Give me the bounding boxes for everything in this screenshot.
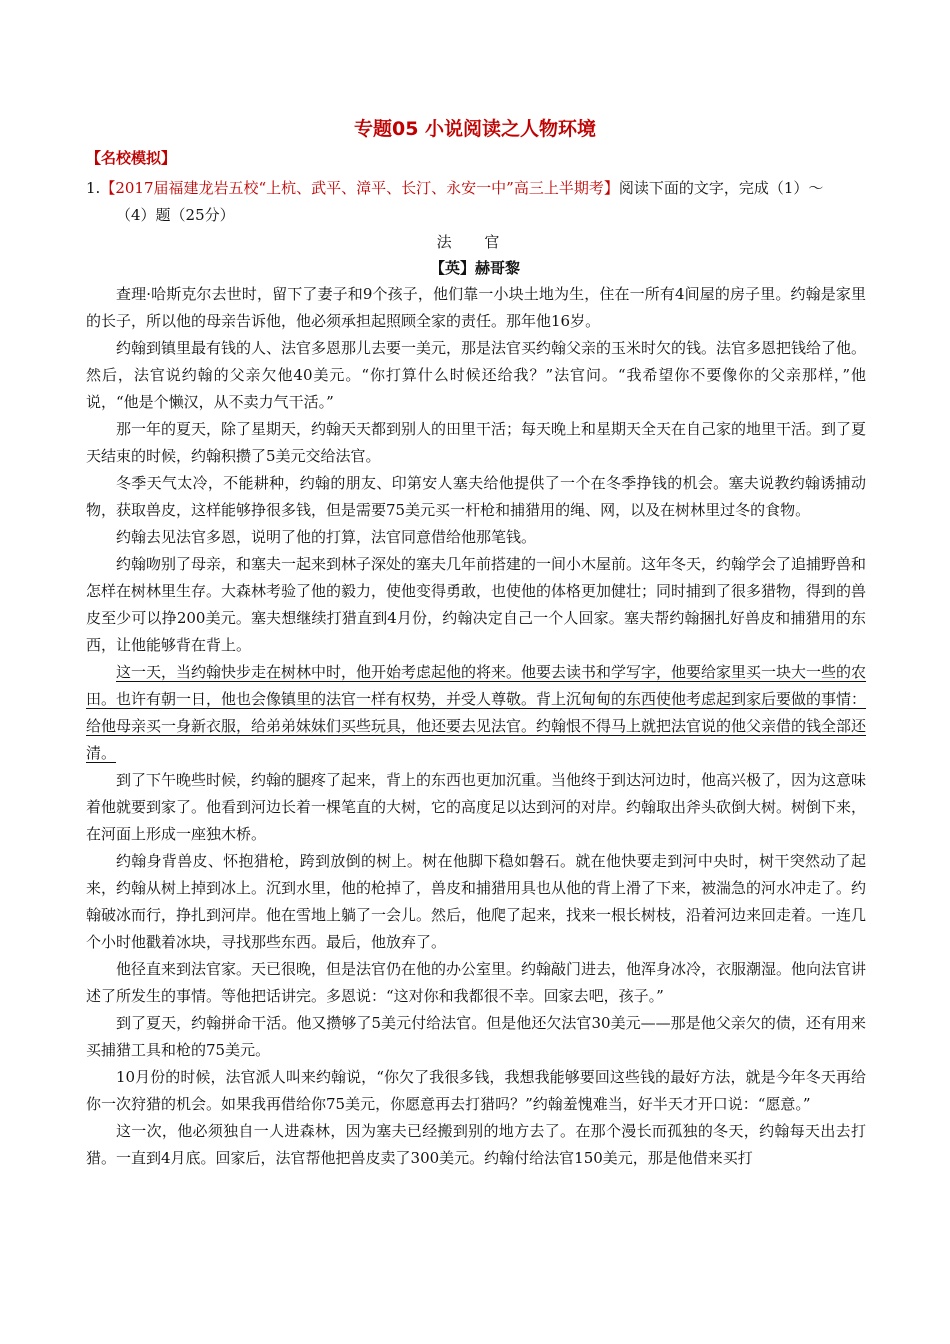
paragraph: 到了夏天，约翰拼命干活。他又攒够了5美元付给法官。但是他还欠法官30美元——那是他父亲欠的债，还有用来买捕猎工具和枪的75美元。 <box>86 1014 866 1059</box>
question-instruction-cont: （4）题（25分） <box>116 206 235 224</box>
question-instruction: 阅读下面的文字，完成（1）～ <box>618 179 824 197</box>
paragraph: 约翰吻别了母亲，和塞夫一起来到林子深处的塞夫几年前搭建的一间小木屋前。这年冬天，约翰学会了追捕野兽和怎样在树林里生存。大森林考验了他的毅力，使他变得勇敢，也使他的体格更加健壮；同时捕到了很多猎物，得到的兽皮至少可以挣200美元。塞夫想继续打猎直到4月份，约翰决定自己一个人回家。塞夫帮约翰捆扎好兽皮和捕猎用的东西，让他能够背在背上。 <box>86 555 867 654</box>
section-heading: 【名校模拟】 <box>86 149 177 167</box>
paragraph: 约翰到镇里最有钱的人、法官多恩那儿去要一美元，那是法官买约翰父亲的玉米时欠的钱。法官多恩把钱给了他。然后，法官说约翰的父亲欠他40美元。“你打算什么时候还给我？”法官问。“我希望你不要像你的父亲那样，”他说，“他是个懒汉，从不卖力气干活。” <box>86 339 867 411</box>
underlined-paragraph: 这一天，当约翰快步走在树林中时，他开始考虑起他的将来。他要去读书和学写字，他要给家里买一块大一些的农田。也许有朝一日，他也会像镇里的法官一样有权势，并受人尊敬。背上沉甸甸的东西使他考虑起到家后要做的事情：给他母亲买一身新衣服，给弟弟妹妹们买些玩具，他还要去见法官。约翰恨不得马上就把法官说的他父亲借的钱全部还清。 <box>86 663 867 762</box>
page-title: 专题05 小说阅读之人物环境 <box>353 118 597 140</box>
paragraph: 约翰身背兽皮、怀抱猎枪，跨到放倒的树上。树在他脚下稳如磐石。就在他快要走到河中央时，树干突然动了起来，约翰从树上掉到冰上。沉到水里，他的枪掉了，兽皮和捕猎用具也从他的背上滑了下来，被湍急的河水冲走了。约翰破冰而行，挣扎到河岸。他在雪地上躺了一会儿。然后，他爬了起来，找来一根长树枝，沿着河边来回走着。一连几个小时他戳着冰块，寻找那些东西。最后，他放弃了。 <box>86 852 867 951</box>
paragraph: 这一次，他必须独自一人进森林，因为塞夫已经搬到别的地方去了。在那个漫长而孤独的冬天，约翰每天出去打猎。一直到4月底。回家后，法官帮他把兽皮卖了300美元。约翰付给法官150美元，那是他借来买打 <box>86 1122 866 1167</box>
article-author: 【英】赫哥黎 <box>429 259 520 277</box>
paragraph: 那一年的夏天，除了星期天，约翰天天都到别人的田里干活；每天晚上和星期天全天在自己家的地里干活。到了夏天结束的时候，约翰积攒了5美元交给法官。 <box>86 420 867 465</box>
paragraph: 约翰去见法官多恩，说明了他的打算，法官同意借给他那笔钱。 <box>116 528 537 546</box>
paragraph: 冬季天气太冷，不能耕种，约翰的朋友、印第安人塞夫给他提供了一个在冬季挣钱的机会。塞夫说教约翰诱捕动物，获取兽皮，这样能够挣很多钱，但是需要75美元买一杆枪和捕猎用的绳、网，以及在树林里过冬的食物。 <box>86 474 866 519</box>
question-number: 1. <box>86 179 101 197</box>
paragraph: 查理·哈斯克尔去世时，留下了妻子和9个孩子，他们靠一小块土地为生，住在一所有4间屋的房子里。约翰是家里的长子，所以他的母亲告诉他，他必须承担起照顾全家的责任。那年他16岁。 <box>86 285 866 330</box>
question-prompt <box>86 175 866 229</box>
paragraph: 到了下午晚些时候，约翰的腿疼了起来，背上的东西也更加沉重。当他终于到达河边时，他高兴极了，因为这意味着他就要到家了。他看到河边长着一棵笔直的大树，它的高度足以达到河的对岸。约翰取出斧头砍倒大树。树倒下来，在河面上形成一座独木桥。 <box>86 771 867 843</box>
question-source: 【2017届福建龙岩五校“上杭、武平、漳平、长汀、永安一中”高三上半期考】 <box>100 179 619 197</box>
paragraph: 10月份的时候，法官派人叫来约翰说，“你欠了我很多钱，我想我能够要回这些钱的最好方法，就是今年冬天再给你一次狩猎的机会。如果我再借给你75美元，你愿意再去打猎吗？”约翰羞愧难当，好半天才开口说：“愿意。” <box>86 1068 866 1113</box>
article-title: 法 官 <box>436 233 514 251</box>
paragraph: 他径直来到法官家。天已很晚，但是法官仍在他的办公室里。约翰敲门进去，他浑身冰冷，衣服潮湿。他向法官讲述了所发生的事情。等他把话讲完。多恩说：“这对你和我都很不幸。回家去吧，孩子。” <box>86 960 867 1005</box>
article-body <box>86 281 866 1172</box>
